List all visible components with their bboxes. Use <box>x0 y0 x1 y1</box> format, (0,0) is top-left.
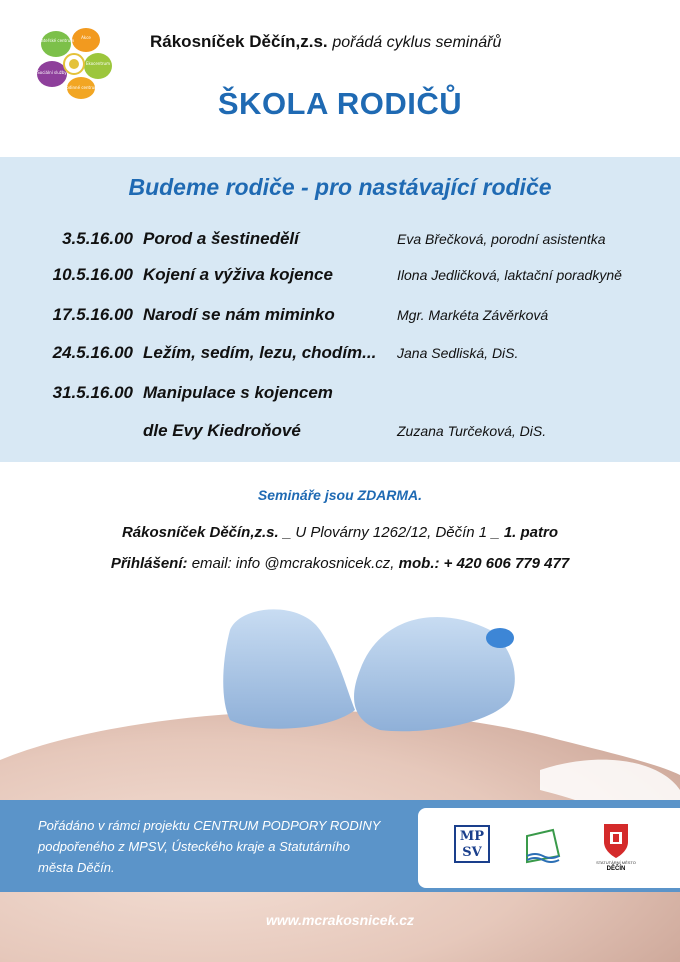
session-speaker: Jana Sedliská, DiS. <box>397 345 519 361</box>
decin-name: DĚČÍN <box>606 866 626 872</box>
session-row <box>0 383 680 409</box>
session-speaker: Eva Břečková, porodní asistentka <box>397 231 606 247</box>
session-row <box>0 343 680 369</box>
session-row <box>0 229 680 255</box>
page-title: ŠKOLA RODIČŮ <box>217 86 463 121</box>
session-row <box>0 305 680 331</box>
organizer-name: Rákosníček Děčín,z.s. <box>150 32 328 51</box>
contact-line <box>0 555 680 572</box>
logo-petal-lime <box>84 53 112 79</box>
organizer-line <box>150 32 501 52</box>
organizer-tagline: pořádá cyklus seminářů <box>332 34 502 51</box>
email-link[interactable]: email: info @mcrakosnicek.cz, <box>191 555 395 572</box>
signup-label: Přihlášení: <box>110 555 188 572</box>
logo-petal-label: Rodinné centrum <box>63 85 99 90</box>
session-row <box>0 421 680 447</box>
address-street: U Plovárny 1262/12, Děčín 1 _ <box>295 524 500 541</box>
decin-coat-of-arms <box>596 822 636 860</box>
session-topic: Kojení a výživa kojence <box>143 265 333 284</box>
project-note-line: podpořeného z MPSV, Ústeckého kraje a Statutárního <box>38 839 350 854</box>
session-speaker: Ilona Jedličková, laktační poradkyně <box>397 267 622 283</box>
session-topic: Ležím, sedím, lezu, chodím... <box>143 343 377 362</box>
project-note <box>38 815 398 878</box>
logo-petal-label: Mateřské centrum <box>37 38 75 43</box>
decin-caption: STATUTÁRNÍ MĚSTO <box>596 860 636 865</box>
mpsv-logo <box>454 825 490 863</box>
session-topic: dle Evy Kiedroňové <box>143 421 301 440</box>
decin-city-logo <box>596 822 636 874</box>
mpsv-logo-top: MP <box>459 829 485 844</box>
free-of-charge-note: Semináře jsou ZDARMA. <box>257 487 423 503</box>
session-topic: Narodí se nám miminko <box>143 305 335 324</box>
session-date: 24.5.16.00 <box>52 343 133 362</box>
mpsv-logo-bottom: SV <box>462 845 482 860</box>
baby-booties-photo <box>0 590 680 962</box>
session-row <box>0 265 680 291</box>
session-date: 10.5.16.00 <box>52 265 133 284</box>
logo-petal-label: Ekocentrum <box>86 61 110 66</box>
session-date: 31.5.16.00 <box>52 383 133 402</box>
logo-petal-label: Sociální služby <box>37 70 67 75</box>
project-note-line: města Děčín. <box>38 860 115 875</box>
session-topic: Manipulace s kojencem <box>143 383 333 402</box>
logo-petal-label: Akce <box>81 35 91 40</box>
address-line <box>0 524 680 541</box>
project-note-line: Pořádáno v rámci projektu CENTRUM PODPORY RODINY <box>38 818 381 833</box>
website-link[interactable]: www.mcrakosnicek.cz <box>265 912 415 928</box>
session-speaker: Mgr. Markéta Závěrková <box>397 307 549 323</box>
program-title: Budeme rodiče - pro nastávající rodiče <box>128 174 552 200</box>
usti-region-logo <box>523 826 563 866</box>
session-speaker: Zuzana Turčeková, DiS. <box>397 423 547 439</box>
left-bootie <box>223 609 355 728</box>
phone-number: mob.: + 420 606 779 477 <box>398 555 570 572</box>
bootie-button <box>486 628 514 648</box>
address-floor: 1. patro <box>503 524 559 541</box>
address-org: Rákosníček Děčín,z.s. _ <box>121 524 292 541</box>
session-topic: Porod a šestinedělí <box>143 229 299 248</box>
session-date: 17.5.16.00 <box>52 305 133 324</box>
logo-petal-orange <box>72 28 100 52</box>
session-date: 3.5.16.00 <box>62 229 133 248</box>
logo-petal-green <box>41 31 71 57</box>
